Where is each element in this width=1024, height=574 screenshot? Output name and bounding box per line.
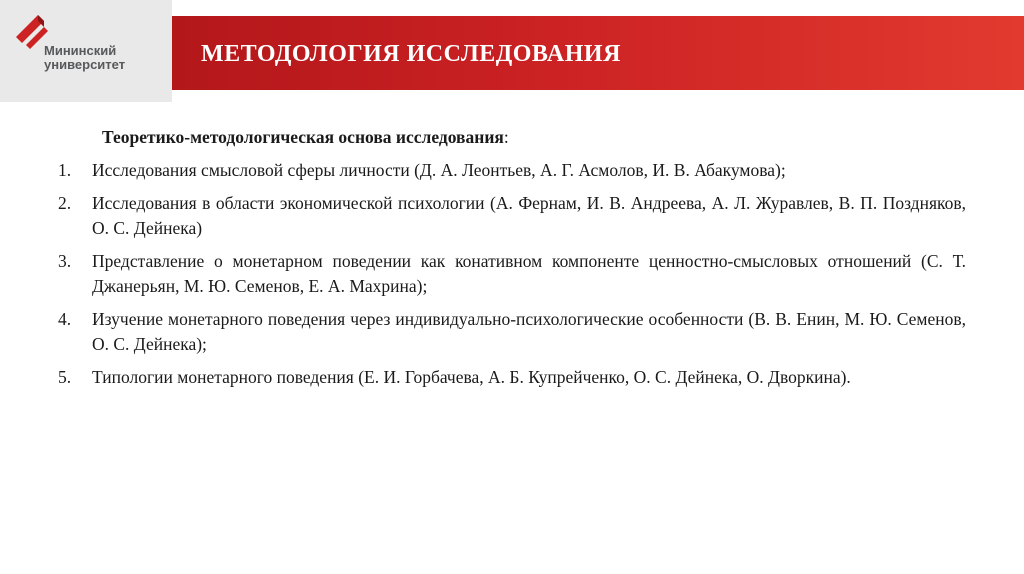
- logo-line-1: Мининский: [44, 43, 117, 58]
- intro-label: Теоретико-методологическая основа исследования: [102, 127, 504, 147]
- list-item-text: Изучение монетарного поведения через индивидуально-психологические особенности (В. В. Енин, М. Ю. Семенов, О. С. Дейнека);: [92, 309, 966, 354]
- intro-colon: :: [503, 127, 509, 147]
- list-item-text: Исследования в области экономической психологии (А. Фернам, И. В. Андреева, А. Л. Журавлев, В. П. Поздняков, О. С. Дейнека): [92, 193, 966, 238]
- list-item-text: Типологии монетарного поведения (Е. И. Горбачева, А. Б. Купрейченко, О. С. Дейнека, О. Дворкина).: [92, 367, 851, 387]
- list-item-number: 1.: [58, 160, 72, 180]
- page-title: МЕТОДОЛОГИЯ ИССЛЕДОВАНИЯ: [201, 41, 621, 67]
- list-item: [58, 365, 966, 390]
- logo-line-2: университет: [44, 57, 126, 72]
- logo-panel: [0, 0, 172, 102]
- slide-content: [58, 125, 966, 398]
- list-item-number: 3.: [58, 251, 72, 271]
- list-item-text: Исследования смысловой сферы личности (Д. А. Леонтьев, А. Г. Асмолов, И. В. Абакумова);: [92, 160, 786, 180]
- header-bar: [172, 16, 1024, 90]
- list-item: [58, 249, 966, 299]
- list-item-number: 2.: [58, 193, 72, 213]
- list-item: [58, 158, 966, 183]
- list-item-number: 5.: [58, 367, 72, 387]
- list-item-number: 4.: [58, 309, 72, 329]
- list-item: [58, 191, 966, 241]
- list-item-text: Представление о монетарном поведении как конативном компоненте ценностно-смысловых отношений (С. Т. Джанерьян, М. Ю. Семенов, Е. А. Махрина);: [92, 251, 966, 296]
- logo-text: [44, 44, 125, 72]
- intro-heading: [102, 125, 966, 150]
- list-item: [58, 307, 966, 357]
